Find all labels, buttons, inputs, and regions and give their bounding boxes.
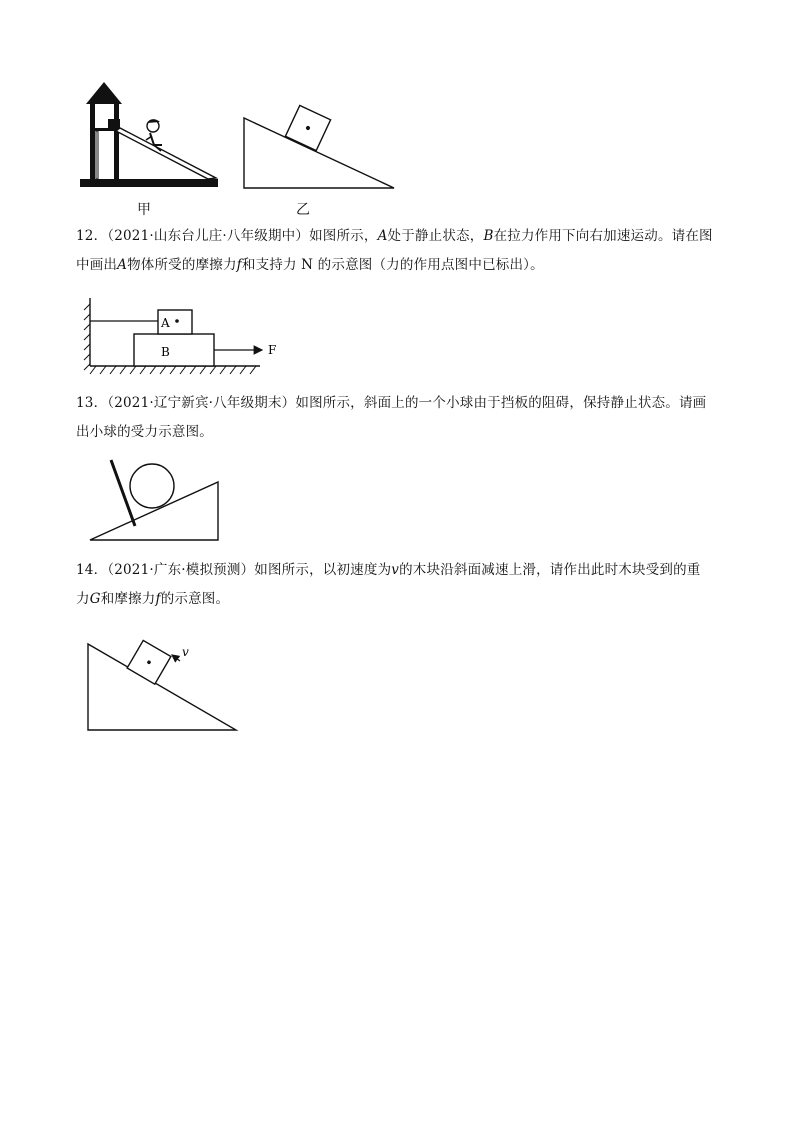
question-12-source: （2021·山东台儿庄·八年级期中） — [107, 228, 310, 244]
velocity-arrow — [172, 655, 180, 661]
question-12-line-2: 中画出A物体所受的摩擦力f和支持力 N 的示意图（力的作用点图中已标出）。 — [76, 257, 544, 273]
figure-slide-jia — [76, 78, 226, 190]
figure-block-sliding-up — [84, 640, 244, 736]
question-14 — [76, 556, 726, 614]
figure-caption-jia: 甲 — [137, 202, 151, 218]
question-12 — [76, 222, 726, 280]
question-14-source: （2021·广东·模拟预测） — [107, 562, 255, 578]
figure-ball-on-incline — [86, 456, 226, 546]
figure-caption-yi: 乙 — [296, 202, 310, 218]
label-a: A — [161, 316, 170, 330]
label-f: F — [268, 343, 277, 357]
question-13-line-1: 13．（2021·辽宁新宾·八年级期末）如图所示，斜面上的一个小球由于挡板的阻碍，保持静止状态。请画 — [76, 395, 707, 411]
question-13-line-2: 出小球的受力示意图。 — [76, 424, 213, 440]
slide-surface — [116, 128, 216, 179]
slide-ground — [80, 179, 218, 187]
label-b: B — [161, 345, 170, 359]
slide-roof — [86, 82, 122, 104]
question-14-line-2: 力G和摩擦力f的示意图。 — [76, 591, 230, 607]
question-12-line-1: 12．（2021·山东台儿庄·八年级期中）如图所示，A处于静止状态，B在拉力作用下向右加速运动。请在图 — [76, 228, 713, 244]
label-v: v — [182, 645, 189, 659]
question-14-line-1: 14．（2021·广东·模拟预测）如图所示，以初速度为v的木块沿斜面减速上滑，请作出此时木块受到的重 — [76, 562, 701, 578]
ball — [130, 464, 174, 508]
block-a-action-point — [175, 319, 179, 323]
figure-incline-yi — [240, 104, 400, 194]
question-13-source: （2021·辽宁新宾·八年级期末） — [107, 395, 296, 411]
figure-blocks-ab — [82, 292, 292, 378]
block-b — [134, 334, 214, 366]
question-13 — [76, 389, 726, 447]
